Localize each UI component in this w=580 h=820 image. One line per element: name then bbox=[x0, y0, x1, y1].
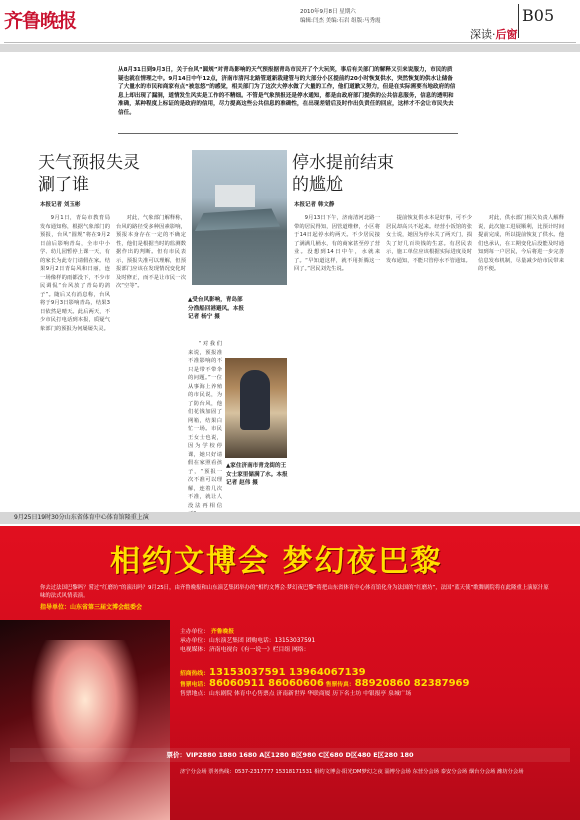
ad-topbar: 9月25日19时30分山东省体育中心体育馆隆重上演 bbox=[0, 512, 580, 524]
group-number[interactable]: 88920860 82387969 bbox=[354, 678, 470, 689]
newspaper-logo: 齐鲁晚报 bbox=[4, 10, 77, 32]
organizer-label: 主办单位： bbox=[180, 629, 209, 635]
group-label: 售票传真： bbox=[325, 682, 355, 688]
section-title bbox=[470, 26, 518, 42]
article1-text3: “对我们来说，预报准不准影响的不只是带不带伞的问题。”一位从事海上养殖的市民说，为了防台风，他们花钱加固了网箱，结果白忙一场。市民王女士也说，因为学校停课，她只好请假在家照看孩子，“预报一次不准可以理解，连着几次不准，就让人没法再相信 bbox=[188, 341, 222, 509]
hotline-number[interactable]: 13153037591 13964067139 bbox=[209, 667, 366, 678]
article2-column1 bbox=[294, 214, 380, 504]
resident-figure bbox=[240, 370, 270, 430]
page-divider bbox=[518, 4, 519, 38]
hotline-label: 招商热线： bbox=[180, 671, 209, 677]
article2-headline bbox=[292, 152, 394, 196]
article2-headline-line1: 停水提前结束 bbox=[292, 153, 394, 173]
article2-column2 bbox=[386, 214, 472, 504]
price-list: 票价：VIP2880 1880 1680 A区1280 B区980 C区680 D区480 E区280 180 bbox=[10, 748, 570, 762]
ad-title: 相约文博会 梦幻夜巴黎 bbox=[110, 544, 443, 579]
ad-media: 电视媒体：济南电视台《有一说一》栏目组 网络： bbox=[180, 647, 310, 653]
page-number: B05 bbox=[522, 6, 555, 25]
photo2-caption: ▲家住济南市青龙街的王女士家里储满了水。本报记者 赵伟 摄 bbox=[226, 463, 288, 486]
article1-column3 bbox=[188, 340, 222, 509]
article2-text1: 9月13日下午，济南清河北路一带的居民得知，因管道维修，小区将于14日起停水约两天。不少居民接了满满几桶水，有的商家甚至停了营业。没想到14日中午，水就来了。“早知道这样，就不用折腾这一回了。”居民刘先生说。 bbox=[294, 215, 380, 272]
section-prefix: 深读· bbox=[470, 28, 496, 41]
ticket-label: 售票电话： bbox=[180, 682, 209, 688]
article1-column2 bbox=[116, 214, 186, 504]
ad-hotlines bbox=[180, 668, 570, 699]
boat-cabin bbox=[215, 185, 255, 207]
article1-text1: 9月1日，青岛市教育局发布通知称，根据气象部门的预报，台风“圆规”将在9月2日前后影响青岛，全市中小学、幼儿园暂停上课一天，有的家长为此专门请假在家。结果9月2日青岛风和日丽，连一场像样的雨都没下，不少市民调侃“台风放了青岛的鸽子”。随后又有消息称，台风将于9月3日影响青岛，结果3日依然是晴天。此后两天，不少市民打电话到本报，质疑气象部门的预报为何屡屡失灵。 bbox=[40, 215, 110, 332]
intro-rule bbox=[118, 133, 458, 134]
editor-credits: 编辑:闫杰 美编:石岩 组版:马秀霞 bbox=[300, 18, 381, 24]
ad-description: 你去过法国巴黎吗？嘗过“红磨坊”的演出吗？9月25日，由齐鲁晚报和山东演艺集团举办的“相约文博会·梦幻夜巴黎”将把山东省体育中心体育馆化身为法国的“红磨坊”，法国“蓝天使”歌舞剧院将在此隆重上演原汁原味的法式风情表演。 bbox=[40, 585, 549, 600]
organizer-name: 齐鲁晚报 bbox=[210, 629, 235, 635]
article1-text2: 对此，气象部门解释称，台风的路径受多种因素影响，预报本身存在一定的不确定性，他们是根据当时的监测数据作出的判断。但有市民表示，预报失准可以理解，但预报部门应该在发现情况变化时及时修正，而不是让市民一次次“空等”。 bbox=[116, 215, 186, 289]
photo1-caption: ▲受台风影响，青岛部分渔船回港避风。本报记者 杨宁 摄 bbox=[188, 297, 244, 320]
ticket-outlets: 售票地点：山东剧院 体育中心售票点 济南新世界 华联商厦 历下名士坊 中银报亭 泉城广场 bbox=[180, 691, 412, 697]
article2-column3 bbox=[478, 214, 564, 504]
top-rule bbox=[4, 42, 576, 43]
article2-text2: 提前恢复供水本是好事，可不少居民却高兴不起来。经营小饭馆的张女士说，她因为停水关了两天门，损失了好几百块钱的生意。有居民表示，施工单位应该根据实际进度及时发布通知，不能只管停水不管通知。 bbox=[386, 215, 472, 264]
issue-meta bbox=[300, 8, 381, 26]
ad-guide-unit: 指导单位：山东省第三届文博会组委会 bbox=[40, 604, 143, 611]
ad-footer: 济宁分会场 票务热线：0537-2317777 15318171531 相约文博会·阳光DM梦幻之夜 淄博分会场 东营分会场 泰安分会场 烟台分会场 潍坊分会场 bbox=[180, 769, 524, 775]
article2-byline: 本报记者 韩文静 bbox=[294, 202, 335, 208]
issue-date: 2010年9月8日 星期六 bbox=[300, 9, 356, 15]
article1-column1 bbox=[40, 214, 110, 504]
ticket-row bbox=[180, 679, 570, 690]
ad-undertaker: 承办单位：山东演艺集团 团购电话：13153037591 bbox=[180, 638, 316, 644]
article2-headline-line2: 的尴尬 bbox=[292, 175, 343, 195]
section-highlight: 后窗 bbox=[495, 28, 518, 41]
ad-organizer-row bbox=[180, 628, 570, 637]
intro-summary: 从8月31日到9月3日，关于台风“圆规”对青岛影响的天气预报据青岛市民开了个大玩笑，事后有关部门的解释又引来说服力，市民的质疑也就在情理之中。9月14日中午12点，济南市清河北路管道新栽建管与的大部分小区提前约20小时恢复供水，突然恢复的供水让储备了大量水的市民和商家有点“被忽悠”的感觉，相关部门为了这次大停水做了大量的工作，他们道歉又努力，但是在实际需要当地政府的信息上却出现了漏洞，道情发生风实是工作的不精细。不管是气象预报还是停水通知，都是由政府部门提供的公共信息服务，信息的透明和准确，某种程度上标证的是政府的信用，尽力提高这些公共信息的准确性，在出现差错后及时作出负责任的回应，这样才不会让市民失去信任。 bbox=[118, 67, 456, 116]
article2-text3: 对此，供水部门相关负责人解释说，此次施工进展顺利，比预计时间提前完成，所以提前恢复了供水。他们也承认，在工期变化后没能及时通知到每一户居民，今后将进一步完善信息发布机制，尽量减少给市民带来的不便。 bbox=[478, 215, 564, 272]
dancer-figure bbox=[30, 640, 140, 790]
article1-headline-line1: 天气预报失灵 bbox=[38, 153, 140, 173]
header-band bbox=[0, 44, 580, 52]
ticket-number[interactable]: 86060911 86060606 bbox=[209, 678, 324, 689]
ad-sponsors bbox=[180, 628, 570, 655]
article1-headline bbox=[38, 152, 140, 196]
article1-headline-line2: 涮了谁 bbox=[38, 175, 89, 195]
article1-byline: 本报记者 刘玉彬 bbox=[40, 202, 81, 208]
